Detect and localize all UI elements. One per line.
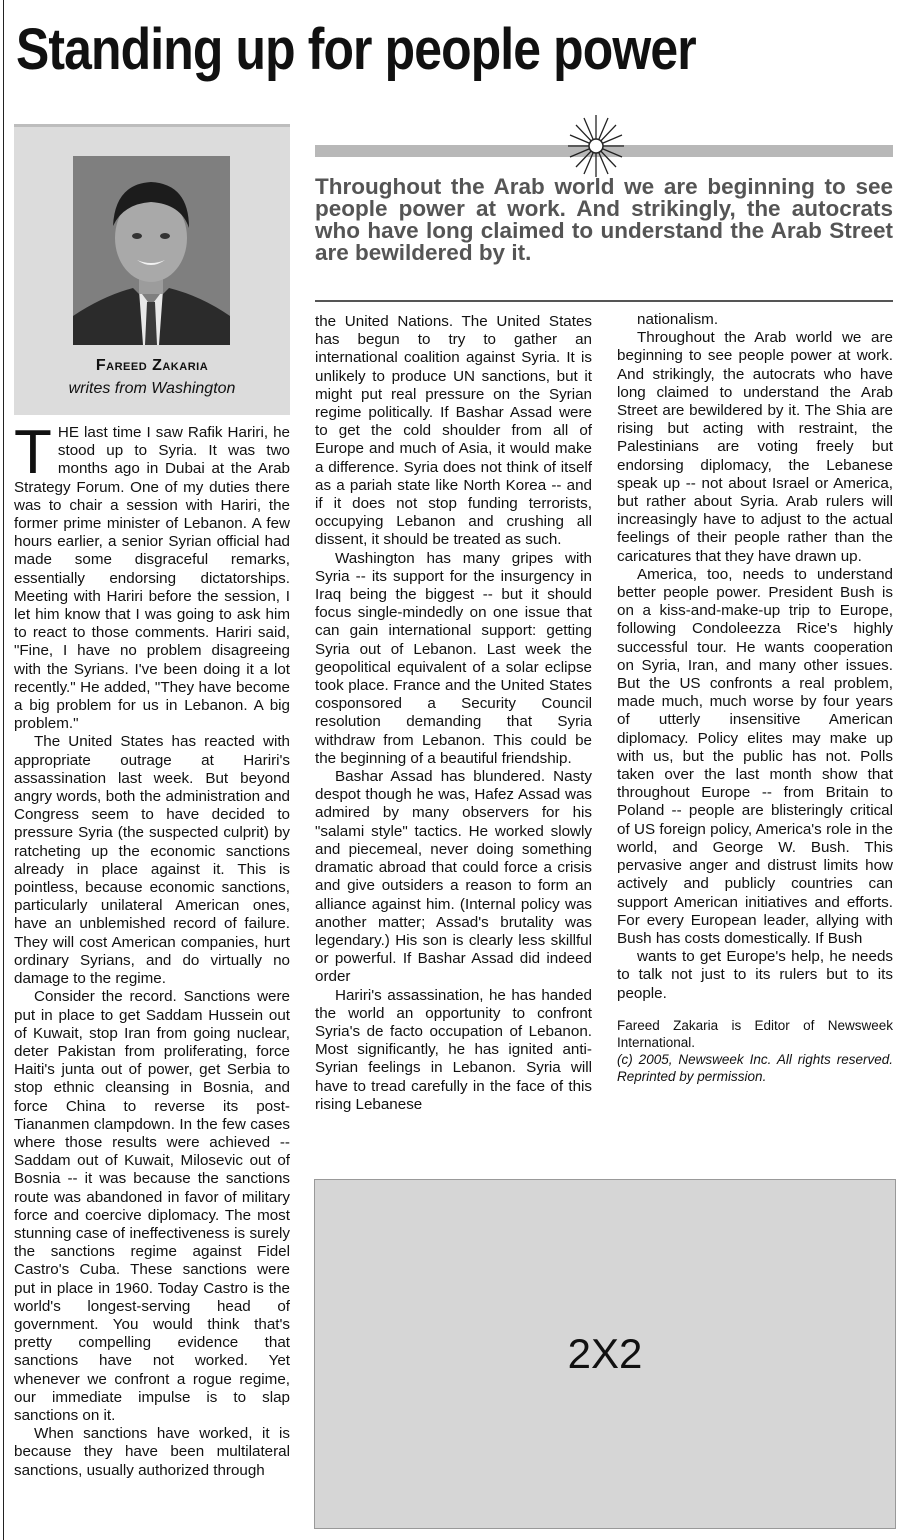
ad-placeholder — [314, 1179, 896, 1529]
article-paragraph: THE last time I saw Rafik Hariri, he stood up to Syria. It was two months ago in Dubai at the Arab Strategy Forum. One of my duties there was to chair a session with Hariri, the former prime minister of Lebanon. A few hours earlier, a senior Syrian official had made some disgraceful remarks, essentially endorsing dictatorships. Meeting with Hariri before the session, I let him know that I was going to ask him to react to those comments. Hariri said, "Fine, I have no problem disagreeing with the Syrians. I've been doing it a lot recently." He added, "They have become a big problem for us in Lebanon. A big problem." — [14, 418, 290, 733]
footnote-rights: (c) 2005, Newsweek Inc. All rights reserved. Reprinted by permission. — [617, 1051, 893, 1084]
article-paragraph: Consider the record. Sanctions were put in place to get Saddam Hussein out of Kuwait, stop Iran from going nuclear, deter Pakistan from proliferating, force Haiti's junta out of power, get Serbia to stop ethnic cleansing in Bosnia, and force China to reverse its post-Tiananmen clampdown. In the few cases where those results were achieved -- Saddam out of Kuwait, Milosevic out of Bosnia -- it was because the sanctions route was abandoned in favor of military force and coercive diplomacy. The most stunning case of ineffectiveness is surely the sanctions regime against Fidel Castro's Cuba. These sanctions were put in place in 1960. Today Castro is the world's longest-serving head of government. You would think that's pretty compelling evidence that sanctions have not worked. Yet whenever we confront a rogue regime, our immediate impulse is to slap sanctions on it. — [14, 988, 290, 1424]
byline-box — [14, 124, 290, 415]
article-paragraph: America, too, needs to understand better people power. President Bush is on a kiss-and-make-up trip to Europe, following Condoleezza Rice's highly successful tour. He wants cooperation on Syria, Iran, and many other issues. But the US confronts a real problem, made much, much worse by four years of utterly insensitive American diplomacy. Policy elites may make up with us, but the public has not. Polls taken over the last month show that throughout Europe -- from Britain to Poland -- people are blisteringly critical of US foreign policy, America's role in the world, and George W. Bush. This pervasive anger and distrust limits how actively and publicly countries can support American initiatives and efforts. For every European leader, allying with Bush has costs domestically. If Bush — [617, 565, 893, 947]
article-paragraph: the United Nations. The United States has begun to try to gather an international coalition against Syria. It is unlikely to produce UN sanctions, but it might put real pressure on the Syrian regime politically. If Bashar Assad were to get the cold shoulder from all of Europe and much of Asia, it would make a difference. Syria does not think of itself as a pariah state like North Korea -- and if it does not stop funding terrorists, occupying Lebanon and crushing all dissent, it should be treated as such. — [315, 313, 592, 549]
headline: Standing up for people power — [16, 17, 696, 82]
pullquote-rule — [315, 300, 893, 302]
article-paragraph: Throughout the Arab world we are beginning to see people power at work. And strikingly, the autocrats who have long claimed to understand the Arab Street are bewildered by it. The Shia are rising but acting with restraint, the Palestinians are voting freely but endorsing diplomacy, the Lebanese speak up -- not about Israel or America, but rather about Syria. Arab rulers will increasingly have to adjust to the actual feelings of their people rather than the caricatures that they have drawn up. — [617, 329, 893, 565]
starburst-icon — [566, 113, 626, 179]
footnote-author: Fareed Zakaria is Editor of Newsweek International. — [617, 1017, 893, 1050]
article-paragraph: Washington has many gripes with Syria -- its support for the insurgency in Iraq being the biggest -- but it should focus single-mindedly on one issue that can gain international support: getting Syria out of Lebanon. Last week the geopolitical equivalent of a solar eclipse took place. France and the United States cosponsored a Security Council resolution demanding that Syria withdraw from Lebanon. This could be the beginning of a beautiful friendship. — [315, 549, 592, 767]
article-column-3 — [617, 311, 893, 1085]
article-column-2 — [315, 313, 592, 1114]
article-paragraph: The United States has reacted with appropriate outrage at Hariri's assassination last week. But beyond angry words, both the administration and Congress seem to have decided to pressure Syria (the suspected culprit) by ratcheting up the economic sanctions already in place against it. This is pointless, because economic sanctions, particularly unilateral American ones, have an unblemished record of failure. They will cost American companies, hurt ordinary Syrians, and do virtually no damage to the regime. — [14, 733, 290, 988]
article-paragraph: Bashar Assad has blundered. Nasty despot though he was, Hafez Assad was admired by many observers for his "salami style" tactics. He worked slowly and piecemeal, never doing something dramatic abroad that could force a crisis and give outsiders a reason to form an alliance against him. (Internal policy was another matter; Assad's brutality was legendary.) His son is clearly less skillful or powerful. If Bashar Assad did indeed order — [315, 768, 592, 986]
article-paragraph: nationalism. — [637, 311, 719, 328]
ad-label: 2X2 — [567, 1330, 643, 1377]
dropcap: T — [14, 418, 52, 487]
article-paragraph: wants to get Europe's help, he needs to talk not just to its rulers but to its people. — [617, 948, 893, 1002]
pullquote: Throughout the Arab world we are beginning to see people power at work. And strikingly, the autocrats who have long claimed to understand the Arab Street are bewildered by it. — [315, 174, 893, 265]
author-photo — [73, 156, 230, 345]
footnote — [617, 1017, 893, 1085]
article-paragraph: Hariri's assassination, he has handed the world an opportunity to confront Syria's de facto occupation of Lebanon. Most significantly, he has ignited anti-Syrian feelings in Lebanon. Syria will have to tread carefully in the face of this rising Lebanese — [315, 986, 592, 1113]
author-location: writes from Washington — [68, 380, 236, 397]
article-column-1 — [14, 418, 290, 1480]
article-paragraph: When sanctions have worked, it is because they have been multilateral sanctions, usually authorized through — [14, 1425, 290, 1479]
page-left-rule — [3, 0, 4, 1540]
author-name: Fareed Zakaria — [95, 357, 209, 374]
